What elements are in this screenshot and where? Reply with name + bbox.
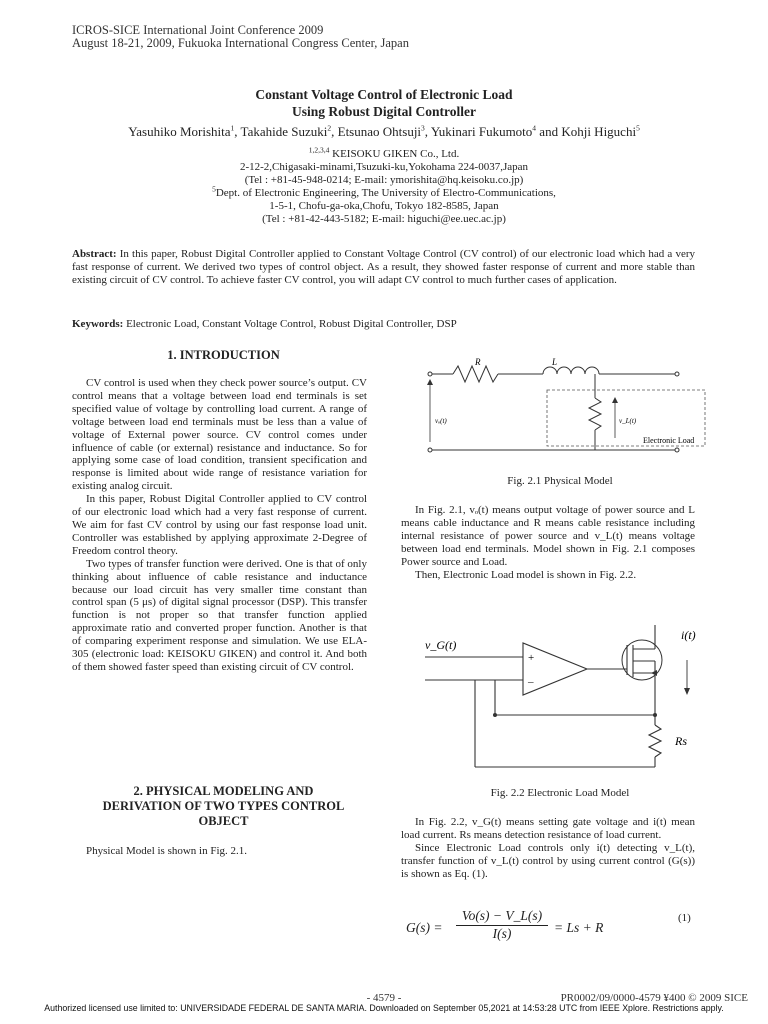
affiliation-2-org: Dept. of Electronic Engineering, The University of Electro-Communications, — [215, 187, 556, 199]
equation-denominator: I(s) — [492, 926, 512, 941]
conference-name: ICROS-SICE International Joint Conference 2009 — [72, 23, 324, 37]
fig1-terminal-bottom-right — [675, 448, 679, 452]
author-list — [0, 124, 768, 140]
fig2-transistor-arrow — [651, 670, 657, 676]
fig1-terminal-bottom-left — [428, 448, 432, 452]
section-2-heading-line-3: OBJECT — [198, 814, 249, 828]
left-column-body — [72, 377, 367, 674]
figure-2-1-physical-model — [415, 352, 715, 472]
transfer-function-intro: Since Electronic Load controls only i(t) detecting v_L(t), transfer function of v_L(t) control by using current control (G(s)) is shown as Eq. (1). — [401, 841, 695, 880]
fig1-load-resistor — [589, 398, 601, 430]
fig1-label-vo: vₒ(t) — [435, 417, 447, 425]
section-1-heading: 1. INTRODUCTION — [167, 348, 280, 362]
paper-title — [0, 86, 768, 120]
fig1-resistor-r — [453, 366, 498, 382]
equation-rhs: = Ls + R — [554, 920, 604, 935]
title-line-1: Constant Voltage Control of Electronic Load — [255, 87, 513, 102]
fig2-label-rs: Rs — [675, 734, 687, 748]
conference-date-venue: August 18-21, 2009, Fukuoka International Congress Center, Japan — [72, 36, 409, 50]
affiliation-2-address: 1-5-1, Chofu-ga-oka,Chofu, Tokyo 182-8585, Japan — [269, 200, 499, 212]
fig2-label-plus: + — [528, 652, 535, 664]
fig2-label-it: i(t) — [681, 628, 696, 642]
figure-2-2-caption: Fig. 2.2 Electronic Load Model — [490, 787, 630, 799]
fig1-label-l: L — [552, 357, 558, 367]
section-2-heading-line-2: DERIVATION OF TWO TYPES CONTROL — [102, 799, 345, 813]
page-number: - 4579 - — [366, 992, 402, 1004]
author-1-sup: 1 — [230, 123, 235, 133]
fig2-intro: Then, Electronic Load model is shown in Fig. 2.2. — [415, 568, 637, 581]
affiliation-1 — [0, 145, 768, 161]
fig2-explanation: In Fig. 2.2, v_G(t) means setting gate voltage and i(t) mean load current. Rs means detection resistance of load current. — [401, 816, 695, 841]
fig1-explanation: In Fig. 2.1, vₒ(t) means output voltage of power source and L means cable inductance and R means cable resistance including internal resistance of power source and v_L(t) means voltage between load end terminals. Model shown in Fig. 2.1 composes Power source and Load. — [401, 504, 695, 568]
conference-header — [72, 24, 409, 50]
abstract-label: Abstract: — [72, 248, 117, 260]
equation-number: (1) — [678, 912, 691, 924]
fig1-vo-arrowhead — [427, 379, 433, 385]
author-4-sup: 4 — [532, 123, 537, 133]
fig1-terminal-top-right — [675, 372, 679, 376]
fig1-inductor-l — [543, 367, 599, 374]
author-5: and Kohji Higuchi — [539, 124, 637, 139]
intro-paragraph-1: CV control is used when they check power source’s output. CV control means that a voltage between load end terminals is set specified value of voltage by controlling load current. A range of voltage between load end terminals must be less than a value of voltage of External power source. CV control comes under influence of cable (or external) resistance and inductance. So for applying some case of load condition, transient specification and response is limited about wide range of resistance variation for existing analog circuit. — [72, 377, 367, 493]
author-1: Yasuhiko Morishita — [128, 124, 231, 139]
affiliation-1-sup: 1,2,3,4 — [308, 145, 330, 155]
affiliations — [0, 145, 768, 226]
fig1-label-vl: v_L(t) — [619, 417, 637, 425]
author-3-sup: 3 — [421, 123, 425, 133]
fig1-vl-arrowhead — [612, 397, 618, 403]
figure-2-2-electronic-load-model — [415, 615, 715, 780]
intro-paragraph-3: Two types of transfer function were derived. One is that of only thinking about influence of cable resistance and inductance because our load circuit has very smaller time constant than control span (5 μs) of digital signal processor (DSP). This transfer function is not proper so that transfer function applied approximate ratio and converted proper function. Another is that of comparing experiment response and simulation. We use ELA-305 (electronic load: KEISOKU GIKEN) and control it. And both of them showed faster speed than existing circuit of CV control. — [72, 557, 367, 673]
fig2-current-arrowhead — [684, 688, 690, 695]
affiliation-1-contact: (Tel : +81-45-948-0214; E-mail: ymorishita@hq.keisoku.co.jp) — [244, 174, 524, 186]
keywords-text: Electronic Load, Constant Voltage Control, Robust Digital Controller, DSP — [123, 318, 457, 330]
intro-paragraph-2: In this paper, Robust Digital Controller applied to CV control of our electronic load which had a very fast response of current. We aim for fast CV control by using our fast response load unit. Controller was established by applying approximate 2-Degree of Freedom control theory. — [72, 493, 367, 557]
title-line-2: Using Robust Digital Controller — [292, 104, 476, 119]
section-2-heading-line-1: 2. PHYSICAL MODELING AND — [133, 784, 314, 798]
abstract-text: In this paper, Robust Digital Controller applied to Constant Voltage Control (CV control) of our electronic load which had a very fast response of current. We derived two types of control object. As a result, they showed faster response of current and more stable than existing circuit of CV control. To achieve faster CV control, you will adapt CV control to much further cases of application. — [72, 248, 695, 286]
abstract — [72, 248, 695, 287]
right-column-body-1 — [401, 504, 695, 581]
author-4: , Yukinari Fukumoto — [424, 124, 533, 139]
section-2-heading — [72, 784, 375, 829]
copyright-code: PR0002/09/0000-4579 ¥400 © 2009 SICE — [560, 992, 748, 1004]
fig2-junction-2 — [653, 713, 657, 717]
keywords-label: Keywords: — [72, 318, 124, 330]
fig1-terminal-top-left — [428, 372, 432, 376]
fig2-resistor-rs — [649, 725, 661, 757]
fig2-label-minus: – — [528, 676, 534, 688]
author-5-sup: 5 — [636, 123, 640, 133]
affiliation-2-sup: 5 — [212, 184, 216, 194]
equation-numerator: Vo(s) − V_L(s) — [461, 908, 543, 923]
fig1-label-r: R — [475, 357, 481, 367]
affiliation-1-address: 2-12-2,Chigasaki-minami,Tsuzuki-ku,Yokohama 224-0037,Japan — [239, 161, 529, 173]
affiliation-2-contact: (Tel : +81-42-443-5182; E-mail: higuchi@ee.uec.ac.jp) — [262, 213, 506, 225]
affiliation-2 — [0, 184, 768, 200]
figure-2-1-caption: Fig. 2.1 Physical Model — [507, 475, 613, 487]
equation-fraction — [456, 908, 548, 942]
author-2: , Takahide Suzuki — [234, 124, 328, 139]
right-column-body-2 — [401, 816, 695, 881]
fig2-label-vg: v_G(t) — [425, 638, 457, 652]
section-2-paragraph-1: Physical Model is shown in Fig. 2.1. — [86, 845, 248, 857]
section-2-body — [72, 845, 367, 858]
keywords — [72, 318, 695, 331]
fig2-junction-1 — [493, 713, 497, 717]
fig1-label-electronic-load: Electronic Load — [643, 436, 695, 445]
authorized-use-notice: Authorized licensed use limited to: UNIVERSIDADE FEDERAL DE SANTA MARIA. Downloaded on September 05,2021 at 14:53:28 UTC from IEEE Xplore. Restrictions apply. — [44, 1003, 724, 1013]
author-2-sup: 2 — [327, 123, 332, 133]
equation-1 — [406, 908, 696, 952]
author-3: , Etsunao Ohtsuji — [331, 124, 422, 139]
affiliation-1-org: KEISOKU GIKEN Co., Ltd. — [329, 148, 460, 160]
equation-lhs: G(s) = — [406, 920, 443, 935]
